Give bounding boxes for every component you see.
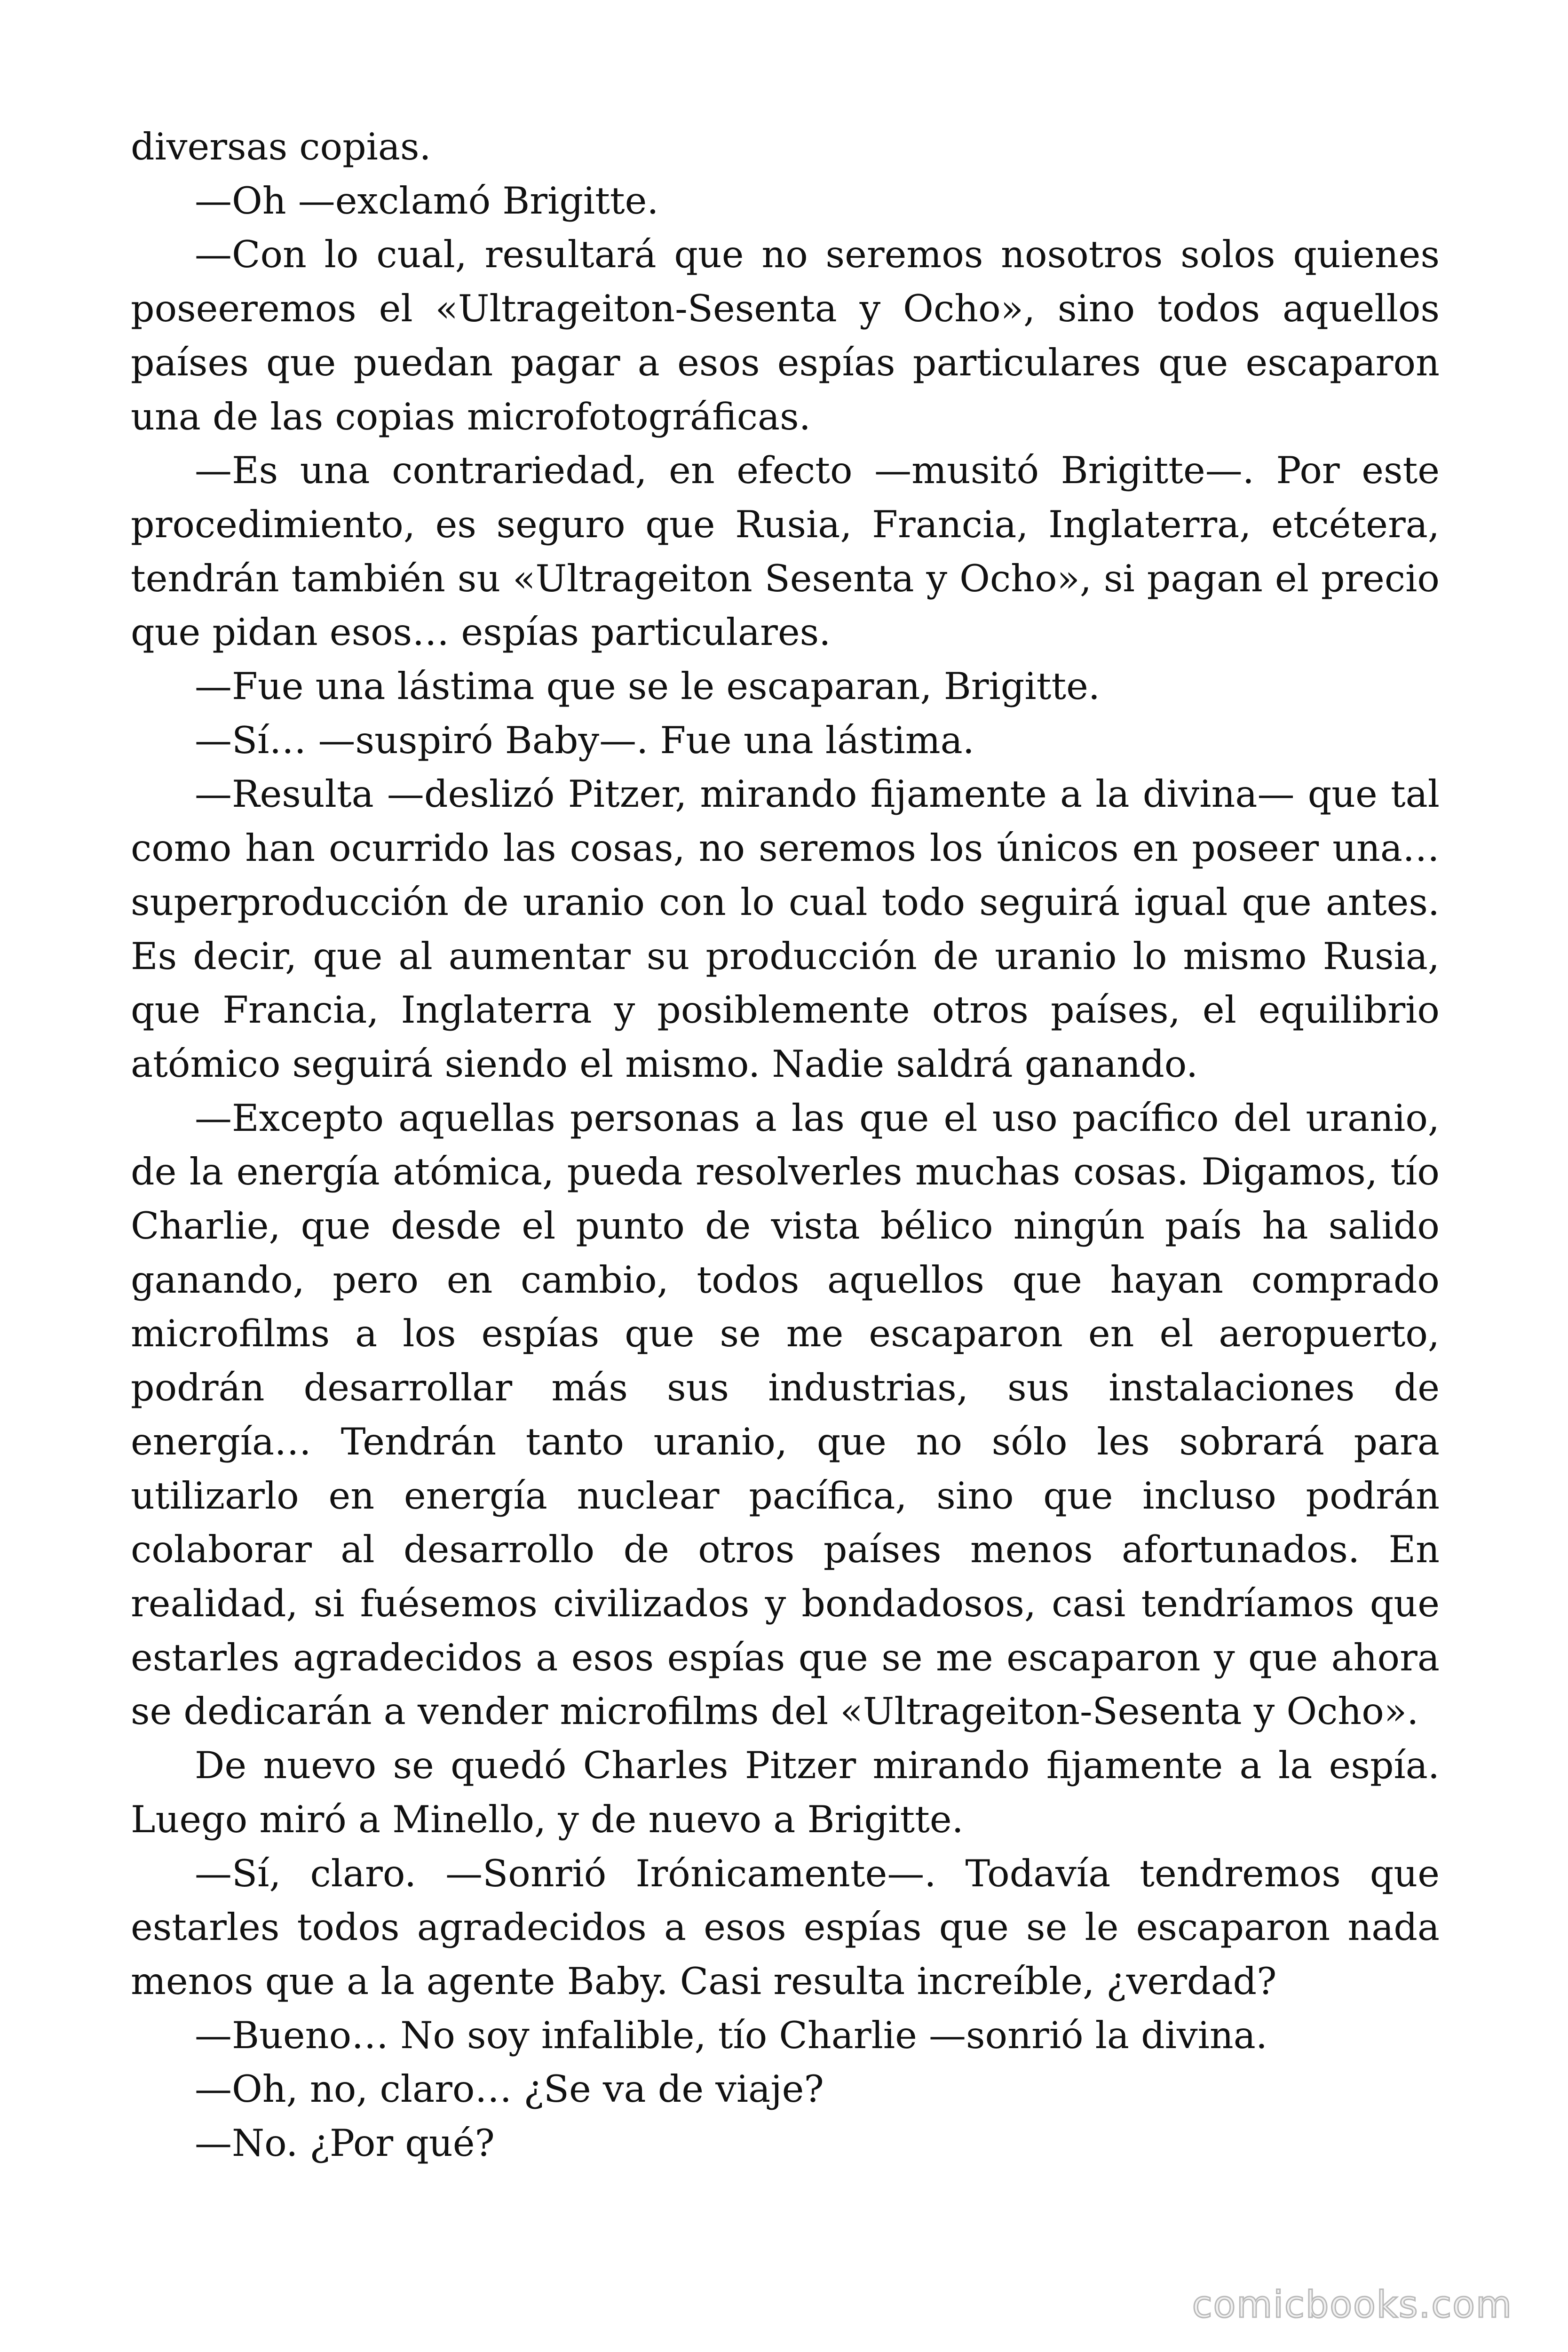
paragraph: —Con lo cual, resultará que no seremos nosotros solos quienes poseeremos el «Ultrageiton-Sesenta y Ocho», sino todos aquellos países que puedan pagar a esos espías particulares que escaparon una de las copias microfotográficas. bbox=[131, 233, 1440, 438]
paragraph: —Sí, claro. —Sonrió Irónicamente—. Todavía tendremos que estarles todos agradecidos a esos espías que se le escaparon nada menos que a la agente Baby. Casi resulta increíble, ¿verdad? bbox=[131, 1851, 1440, 2003]
page-body bbox=[131, 120, 1440, 2170]
paragraph: —Oh, no, claro… ¿Se va de viaje? bbox=[195, 2067, 824, 2111]
paragraph: diversas copias. bbox=[131, 125, 431, 168]
paragraph: De nuevo se quedó Charles Pitzer mirando fijamente a la espía. Luego miró a Minello, y de nuevo a Brigitte. bbox=[131, 1744, 1440, 1841]
paragraph: —Bueno… No soy infalible, tío Charlie —sonrió la divina. bbox=[195, 2013, 1267, 2057]
paragraph: —Sí… —suspiró Baby—. Fue una lástima. bbox=[195, 718, 974, 762]
paragraph: —Resulta —deslizó Pitzer, mirando fijamente a la divina— que tal como han ocurrido las cosas, no seremos los únicos en poseer una… superproducción de uranio con lo cual todo seguirá igual que antes. Es decir, que al aumentar su producción de uranio lo mismo Rusia, que Francia, Inglaterra y posiblemente otros países, el equilibrio atómico seguirá siendo el mismo. Nadie saldrá ganando. bbox=[131, 772, 1440, 1086]
paragraph: —Oh —exclamó Brigitte. bbox=[195, 179, 659, 222]
paragraph: —Excepto aquellas personas a las que el uso pacífico del uranio, de la energía atómica, pueda resolverles muchas cosas. Digamos, tío Charlie, que desde el punto de vista bélico ningún país ha salido ganando, pero en cambio, todos aquellos que hayan comprado microfilms a los espías que se me escaparon en el aeropuerto, podrán desarrollar más sus industrias, sus instalaciones de energía… Tendrán tanto uranio, que no sólo les sobrará para utilizarlo en energía nuclear pacífica, sino que incluso podrán colaborar al desarrollo de otros países menos afortunados. En realidad, si fuésemos civilizados y bondadosos, casi tendríamos que estarles agradecidos a esos espías que se me escaparon y que ahora se dedicarán a vender microfilms del «Ultrageiton-Sesenta y Ocho». bbox=[131, 1096, 1440, 1733]
watermark: comicbooks.com bbox=[1192, 2284, 1513, 2326]
paragraph: —No. ¿Por qué? bbox=[195, 2122, 495, 2165]
paragraph: —Es una contrariedad, en efecto —musitó Brigitte—. Por este procedimiento, es seguro que Rusia, Francia, Inglaterra, etcétera, tendrán también su «Ultrageiton Sesenta y Ocho», si pagan el precio que pidan esos… espías particulares. bbox=[131, 449, 1440, 654]
paragraph: —Fue una lástima que se le escaparan, Brigitte. bbox=[195, 665, 1100, 708]
